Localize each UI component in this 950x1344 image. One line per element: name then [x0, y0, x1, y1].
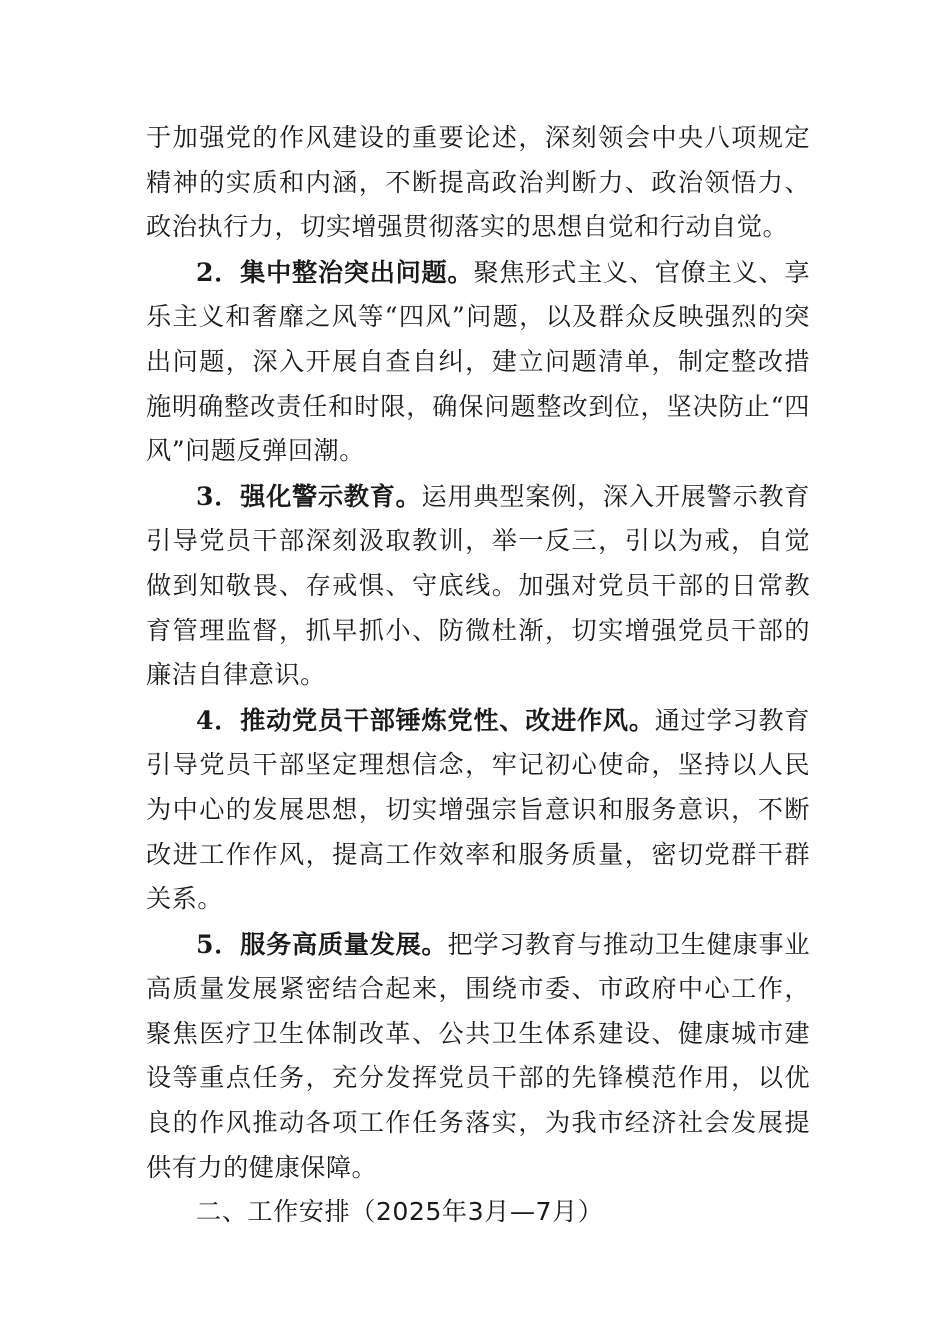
item-lead-4: 4．推动党员干部锤炼党性、改进作风。 — [196, 704, 655, 735]
item-lead-2: 2．集中整治突出问题。 — [196, 256, 474, 287]
item-body-4: 通过学习教育引导党员干部坚定理想信念，牢记初心使命，坚持以人民为中心的发展思想，切实增强宗旨意识和服务意识，不断改进工作作风，提高工作效率和服务质量，密切党群干群关系。 — [146, 705, 810, 914]
intro-paragraph: 于加强党的作风建设的重要论述，深刻领会中央八项规定精神的实质和内涵，不断提高政治判断力、政治领悟力、政治执行力，切实增强贯彻落实的思想自觉和行动自觉。 — [146, 123, 810, 242]
section-heading: 二、工作安排（2025年3月—7月） — [196, 1197, 604, 1227]
item-body-3: 运用典型案例，深入开展警示教育引导党员干部深刻汲取教训，举一反三，引以为戒，自觉做到知敬畏、存戒惧、守底线。加强对党员干部的日常教育管理监督，抓早抓小、防微杜渐，切实增强党员干部的廉洁自律意识。 — [146, 481, 810, 690]
item-lead-3: 3．强化警示教育。 — [196, 480, 422, 511]
item-body-2: 聚焦形式主义、官僚主义、享乐主义和奢靡之风等“四风”问题，以及群众反映强烈的突出问题，深入开展自查自纠，建立问题清单，制定整改措施明确整改责任和时限，确保问题整改到位，坚决防止“四风”问题反弹回潮。 — [146, 257, 811, 466]
item-lead-5: 5．服务高质量发展。 — [196, 928, 448, 959]
item-paragraph-2 — [146, 250, 810, 474]
item-body-5: 把学习教育与推动卫生健康事业高质量发展紧密结合起来，围绕市委、市政府中心工作，聚焦医疗卫生体制改革、公共卫生体系建设、健康城市建设等重点任务，充分发挥党员干部的先锋模范作用，以优良的作风推动各项工作任务落实，为我市经济社会发展提供有力的健康保障。 — [146, 929, 811, 1182]
item-paragraph-3 — [146, 474, 810, 698]
document-page — [146, 116, 810, 1235]
item-paragraph-5 — [146, 922, 810, 1191]
item-paragraph-4 — [146, 698, 810, 922]
